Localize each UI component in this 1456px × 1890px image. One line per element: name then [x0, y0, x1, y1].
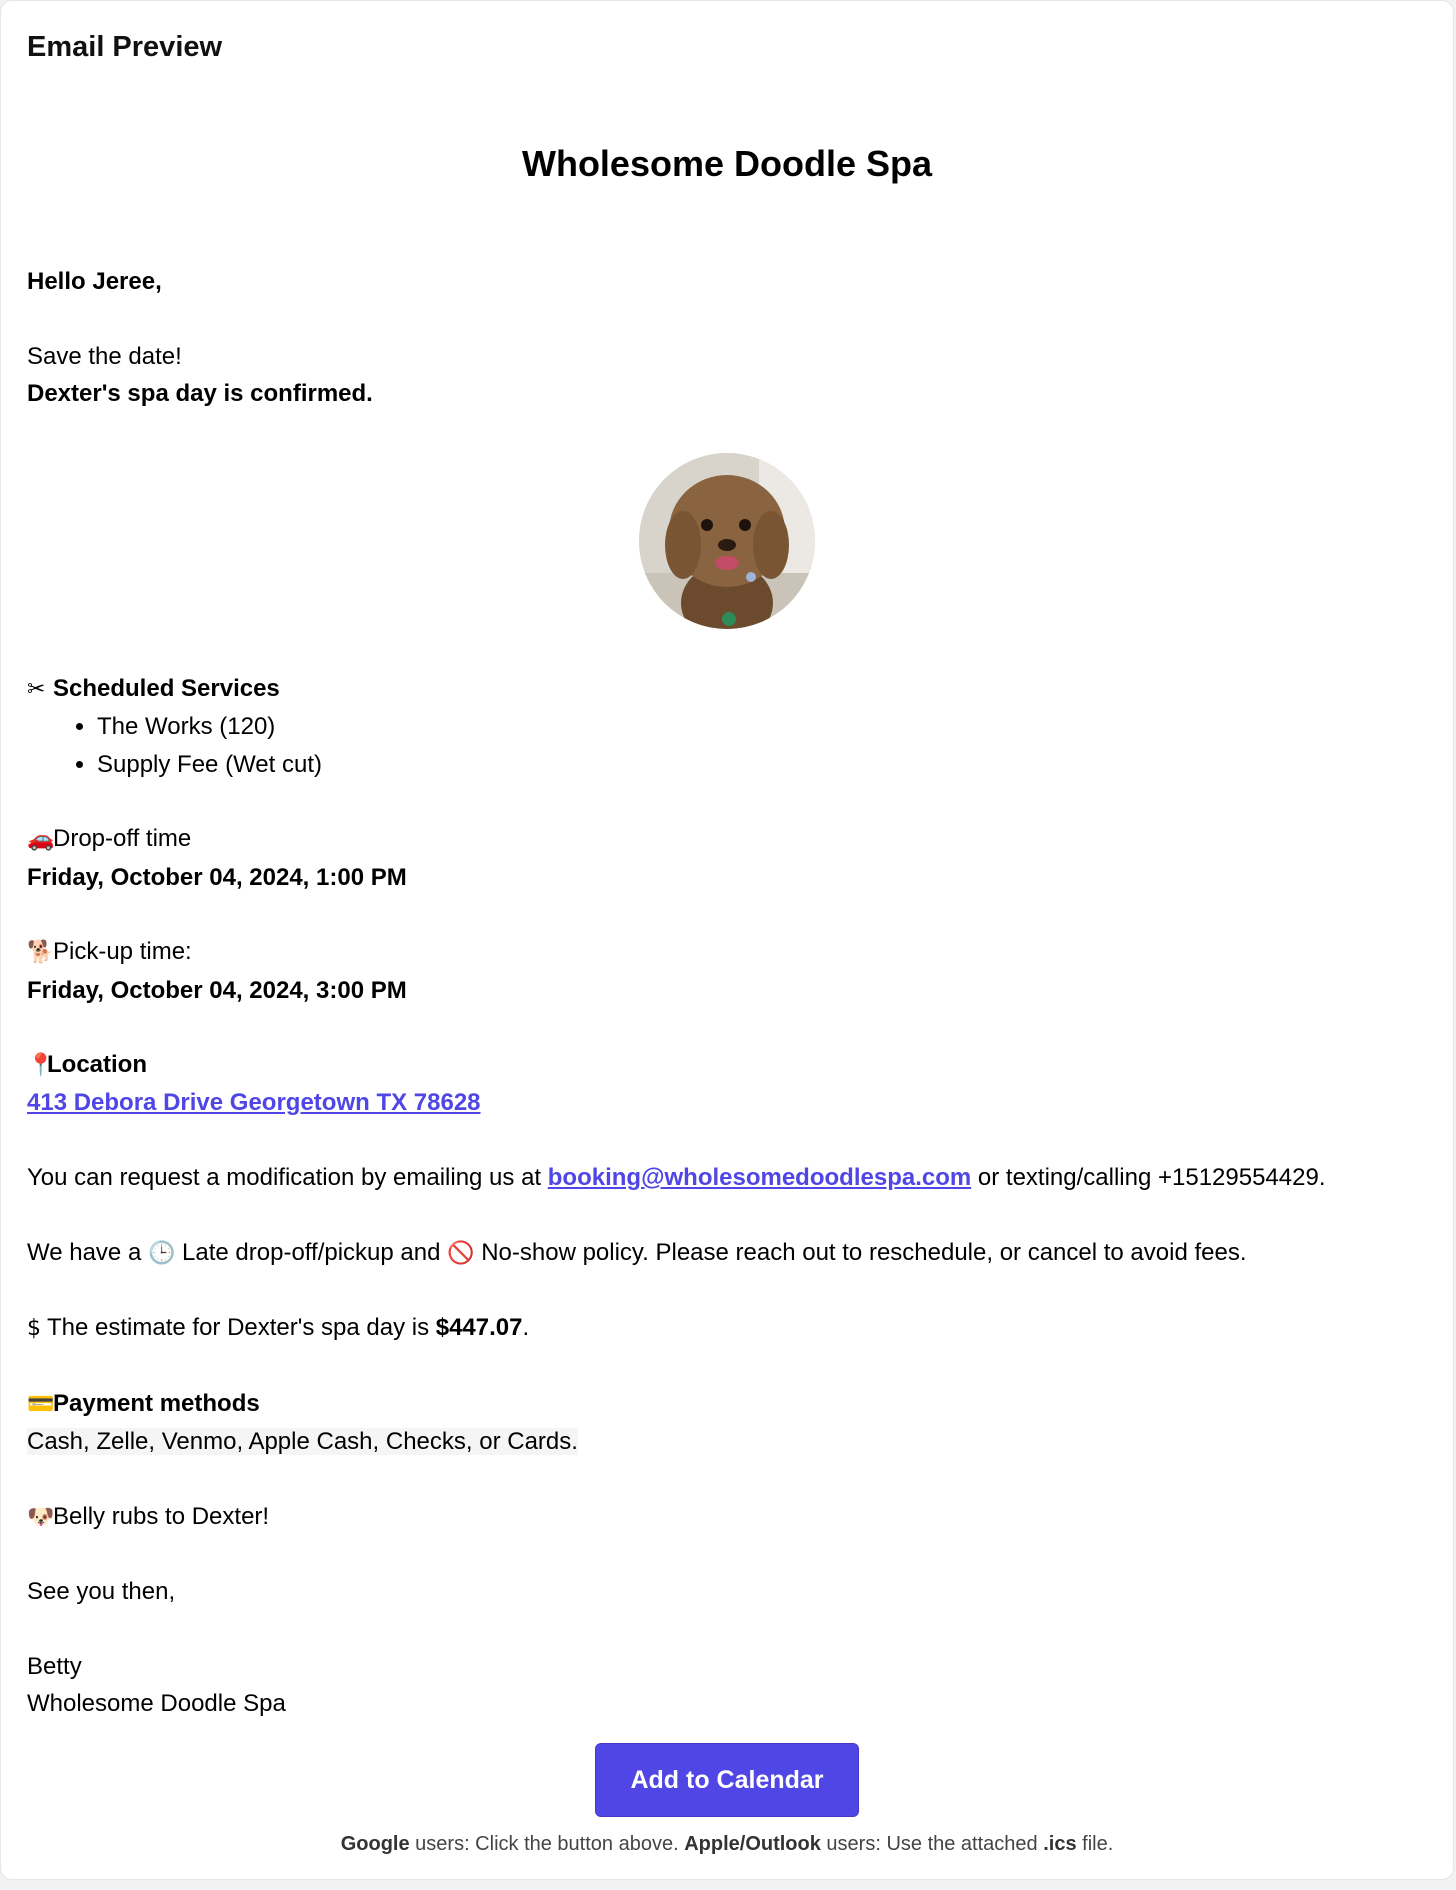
dropoff-label: 🚗Drop-off time — [27, 820, 1427, 858]
location-heading: 📍Location — [27, 1046, 1427, 1084]
payment-heading: 💳Payment methods — [27, 1385, 1427, 1423]
cta-row — [1, 1743, 1453, 1817]
policy-text: We have a 🕒 Late drop-off/pickup and 🚫 No-show policy. Please reach out to reschedule, or cancel to avoid fees. — [27, 1234, 1427, 1272]
payment-methods-text: Cash, Zelle, Venmo, Apple Cash, Checks, or Cards. — [27, 1428, 578, 1456]
services-list — [27, 708, 1427, 783]
clock-icon: 🕒 — [147, 1240, 176, 1266]
scissors-icon: ✂ — [27, 677, 46, 703]
prohibited-icon: 🚫 — [447, 1240, 475, 1266]
greeting: Hello Jeree, — [27, 268, 162, 295]
dog-photo-icon — [639, 453, 815, 629]
email-body — [27, 263, 1427, 1723]
dog-photo-container — [27, 412, 1427, 670]
estimate-amount: $447.07 — [435, 1314, 523, 1342]
dropoff-time: Friday, October 04, 2024, 1:00 PM — [27, 863, 407, 891]
list-item: • The Works (120) — [97, 708, 1427, 745]
signature-name: Betty — [27, 1652, 82, 1680]
list-item: • Supply Fee (Wet cut) — [97, 746, 1427, 783]
pickup-label: 🐕Pick-up time: — [27, 933, 1427, 971]
confirmation-text: Dexter's spa day is confirmed. — [27, 379, 373, 407]
spa-name-heading: Wholesome Doodle Spa — [521, 143, 933, 184]
estimate-text: $ The estimate for Dexter's spa day is $447.07. — [27, 1309, 1427, 1347]
pin-icon: 📍 — [27, 1053, 55, 1079]
services-heading: ✂ Scheduled Services — [27, 670, 1427, 708]
dog-face-icon: 🐶 — [27, 1504, 55, 1530]
credit-card-icon: 💳 — [27, 1391, 55, 1417]
signature-company: Wholesome Doodle Spa — [27, 1690, 286, 1718]
page-title: Email Preview — [27, 31, 223, 63]
closing-text: See you then, — [27, 1578, 176, 1606]
calendar-footnote: Google users: Click the button above. Apple/Outlook users: Use the attached .ics file. — [340, 1833, 1114, 1855]
save-date-text: Save the date! — [27, 342, 182, 370]
dog-avatar — [639, 453, 815, 629]
car-icon: 🚗 — [27, 827, 55, 853]
add-to-calendar-button[interactable]: Add to Calendar — [595, 1743, 859, 1817]
modification-text: You can request a modification by emailing us at booking@wholesomedoodlespa.com or texting/calling +15129554429. — [27, 1164, 1326, 1192]
belly-rubs-text: 🐶Belly rubs to Dexter! — [27, 1498, 1427, 1536]
location-address-link[interactable]: 413 Debora Drive Georgetown TX 78628 — [27, 1089, 481, 1117]
dog-icon: 🐕 — [27, 940, 55, 966]
dollar-icon: $ — [27, 1316, 41, 1342]
booking-email-link[interactable]: booking@wholesomedoodlespa.com — [547, 1164, 972, 1192]
pickup-time: Friday, October 04, 2024, 3:00 PM — [27, 976, 407, 1004]
